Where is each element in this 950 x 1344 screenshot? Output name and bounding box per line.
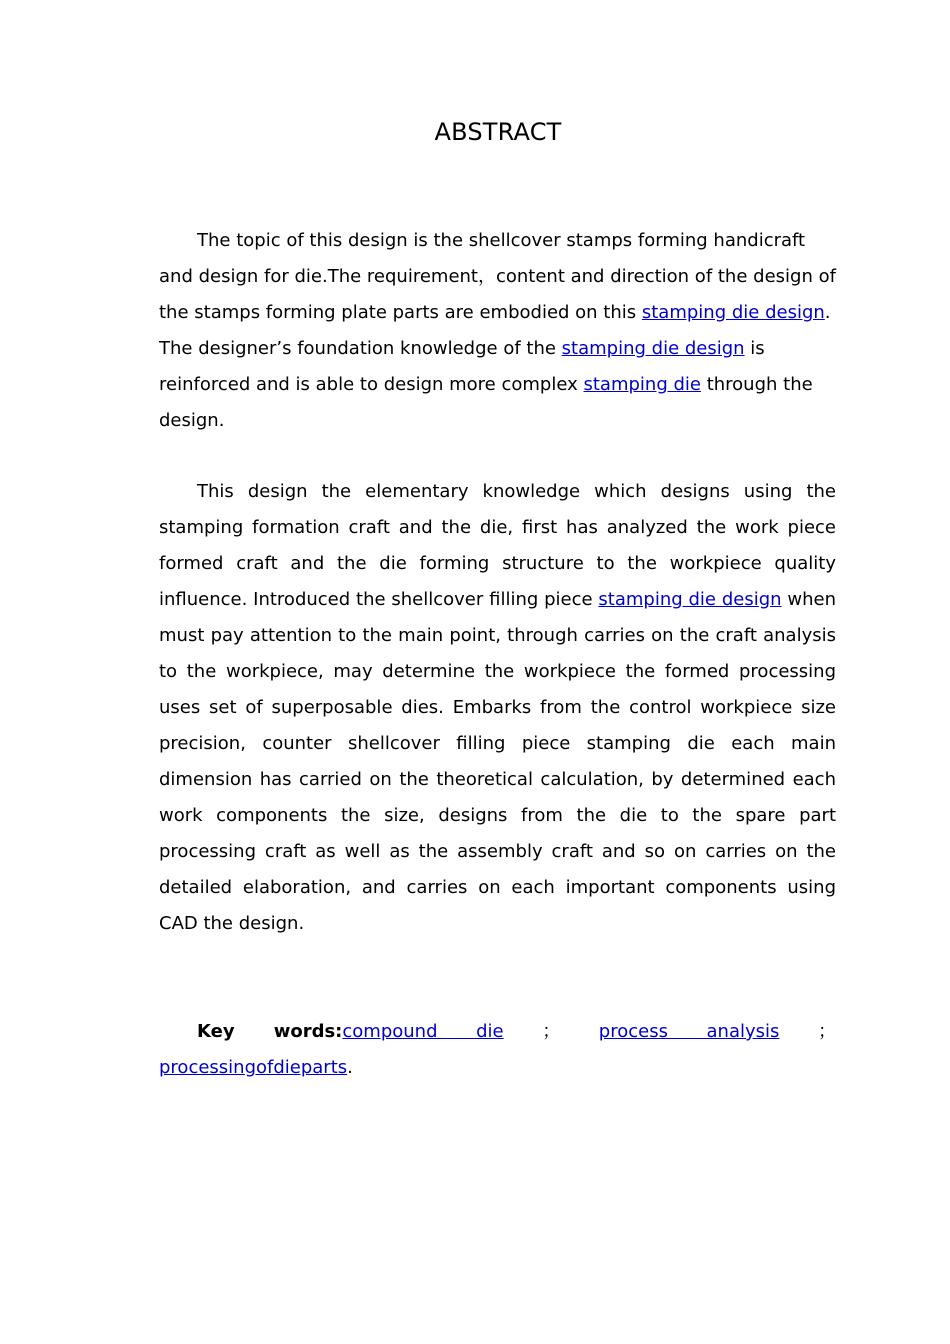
stamping-die-design-link-3[interactable]: stamping die design [598,589,782,610]
text-run: . The designer’s foundation knowledge of the [159,302,831,359]
keyword-separator: ； [542,1021,561,1042]
keywords-paragraph [159,1014,836,1086]
text-run: This design the elementary knowledge which designs using the stamping formation craft and the die, first has analyzed the work piece formed craft and the die forming structure to the workpiece quality influence. Introduced the shellcover filling piece [159,481,836,610]
keyword-compound-die-link[interactable]: compound die [342,1021,504,1042]
stamping-die-design-link[interactable]: stamping die design [641,302,825,323]
keyword-separator: ； [818,1021,837,1042]
text-run: through the design. [159,374,813,431]
stamping-die-design-link-2[interactable]: stamping die design [561,338,745,359]
text-run: The topic of this design is the shellcover stamps forming handicraft and design for die.The requirement，content and direction of the design of the stamps forming plate parts are embodied on this [159,230,836,323]
text-run: when must pay attention to the main point, through carries on the craft analysis to the workpiece, may determine the workpiece the formed processing uses set of superposable dies. Embarks from the control workpiece size precision, counter shellcover filling piece stamping die each main dimension has carried on the theoretical calculation, by determined each work components the size, designs from the die to the spare part processing craft as well as the assembly craft and so on carries on the detailed elaboration, and carries on each important components using CAD the design. [159,589,836,934]
keyword-process-analysis-link[interactable]: process analysis [598,1021,780,1042]
text-run: is reinforced and is able to design more complex [159,338,765,395]
page-title: ABSTRACT [434,118,562,146]
abstract-paragraph-2 [159,474,836,942]
keyword-processing-of-die-parts-link[interactable]: processingofdieparts [159,1057,348,1078]
keywords-label: Key words: [197,1021,343,1042]
stamping-die-link[interactable]: stamping die [583,374,701,395]
abstract-paragraph-1 [159,223,836,439]
keywords-end: . [347,1057,353,1078]
